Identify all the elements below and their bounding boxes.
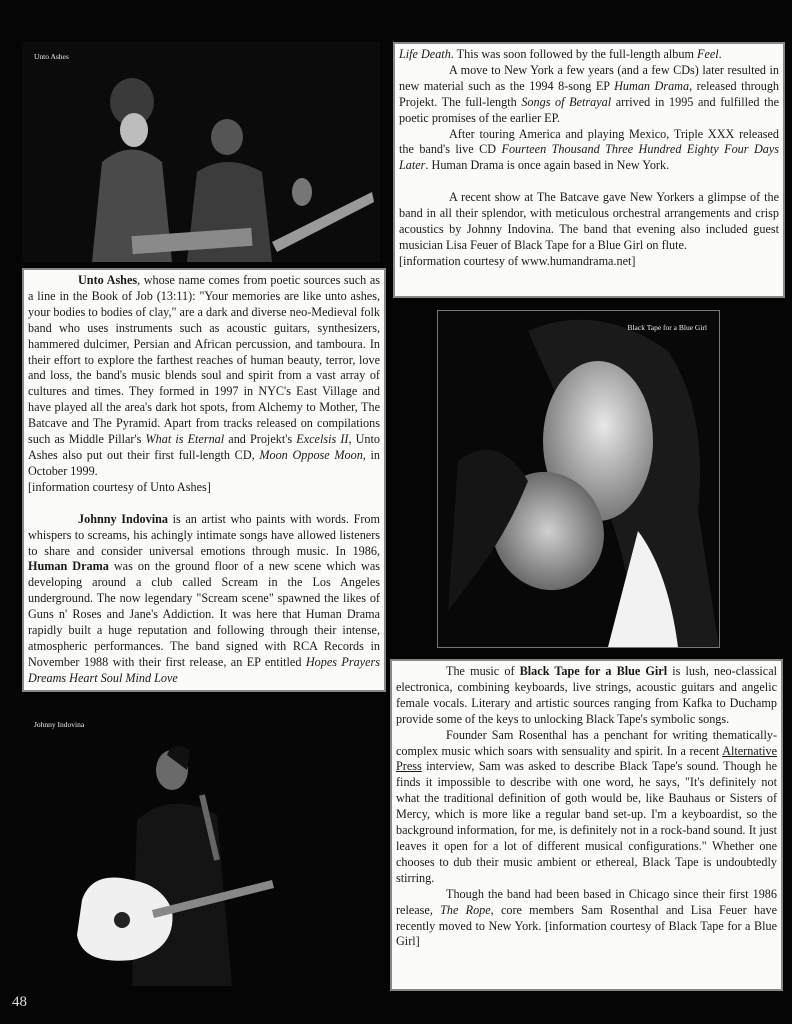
text-run: . Human Drama is once again based in New York. [425, 158, 670, 173]
text-run: is an artist who paints with words. From whispers to screams, his achingly intimate songs have allowed listeners to share and consider universal emotions through music. In 1986, [28, 511, 380, 558]
italic-title: Fourteen Thousand Three Hundred Eighty Four Days Later [399, 142, 779, 173]
paragraph [399, 190, 779, 254]
text-run: is lush, neo-classical electronica, combining keyboards, live strings, acoustic guitars and angelic female vocals. Literary and artistic sources ranging from Kafka to Duchamp provide some of the keys to unlocking Black Tape's symbolic songs. [396, 664, 777, 726]
photo-johnny-indovina [22, 710, 368, 986]
paragraph [396, 728, 777, 887]
text-run: , released through Projekt. The full-length [399, 78, 780, 109]
text-run: and Projekt's [224, 432, 297, 447]
band-performance-image [22, 42, 380, 262]
paragraph [399, 254, 779, 270]
text-run: , Unto Ashes also put out their first full-length CD, [28, 432, 380, 462]
text-run: [information courtesy of www.humandrama.net] [399, 253, 636, 268]
italic-title: Hopes Prayers Dreams Heart Soul Mind Love [28, 654, 380, 685]
bold-name: Black Tape for a Blue Girl [519, 664, 668, 678]
italic-title: Feel [697, 47, 719, 61]
guitarist-image [22, 710, 368, 986]
italic-title: The Rope [440, 902, 491, 917]
paragraph [396, 664, 777, 728]
text-run: [information courtesy of Unto Ashes] [28, 479, 211, 494]
article-black-tape-for-a-blue-girl [390, 659, 783, 991]
text-run: arrived in 1995 and fulfilled the poetic promises of the earlier EP. [399, 94, 779, 125]
italic-title: Moon Oppose Moon [259, 447, 363, 462]
paragraph [28, 273, 380, 480]
text-run: was on the ground floor of a new scene which was developing around a club called Scream in the Los Angeles underground. The now legendary "Scream scene" spawned the likes of Guns n' Roses and Jane's Addiction. It was here that Human Drama rapidly built a huge reputation and following through their intense, atmospheric performances. The band signed with RCA Records in November 1988 with their first release, an EP entitled [28, 559, 380, 669]
bold-name: Unto Ashes [78, 273, 138, 287]
text-run: , whose name comes from poetic sources such as a line in the Book of Job (13:11): "Your memories are like unto ashes, your bodies to bodies of clay," are a dark and diverse neo-Medieval folk band who uses instruments such as acoustic guitars, synthesizers, hammered dulcimer, Persian and African percussion, and tamboura. In their effort to explore the farthest reaches of human beauty, terror, love and loss, the band's music blends soul and spirit from a vast array of cultures and times. They formed in 1997 in NYC's East Village and have played all the area's dark hot spots, from Alchemy to Mother, The Batcave and The Pyramid. Apart from tracks released on compilations such as Middle Pillar's [28, 273, 380, 447]
text-run: Founder Sam Rosenthal has a penchant for writing thematically-complex music which soars with sensuality and spirit. In a recent [396, 727, 777, 758]
text-run: . [718, 47, 722, 61]
couple-portrait-image [438, 311, 719, 647]
photo-unto-ashes [22, 42, 380, 262]
paragraph [399, 63, 779, 127]
paragraph [28, 512, 380, 687]
text-run: A recent show at The Batcave gave New Yorkers a glimpse of the band in all their splendor, with meticulous orchestral arrangements and crisp acoustics by Johnny Indovina. The band that evening also included guest musician Lisa Feuer of Black Tape for a Blue Girl on flute. [399, 190, 779, 252]
text-run: After touring America and playing Mexico, Triple XXX released the band's live CD [399, 126, 779, 157]
italic-title: What is Eternal [145, 432, 225, 447]
text-run: Though the band had been based in Chicago since their first 1986 release, [396, 886, 777, 917]
photo-caption: Unto Ashes [34, 52, 69, 61]
photo-caption: Johnny Indovina [34, 720, 85, 729]
page-number: 48 [12, 994, 27, 1010]
italic-title: Excelsis II [296, 432, 349, 447]
paragraph [399, 127, 779, 175]
italic-title: Life Death [399, 47, 451, 61]
text-run: The music of [446, 664, 520, 678]
photo-caption: Black Tape for a Blue Girl [627, 323, 707, 332]
paragraph [399, 47, 779, 63]
article-unto-ashes-and-johnny-indovina [22, 268, 386, 692]
text-run: . This was soon followed by the full-length album [450, 47, 697, 61]
underlined-title: Alternative Press [396, 743, 777, 774]
italic-title: Songs of Betrayal [521, 94, 612, 109]
bold-name: Johnny Indovina [78, 511, 168, 526]
bold-name: Human Drama [28, 559, 109, 574]
text-run: , core members Sam Rosenthal and Lisa Feuer have recently moved to New York. [information courtesy of Black Tape for a Blue Girl] [396, 902, 777, 949]
photo-black-tape-for-a-blue-girl [437, 310, 720, 648]
italic-title: Human Drama [614, 78, 690, 93]
paragraph [28, 480, 380, 496]
text-run: A move to New York a few years (and a few CDs) later resulted in new material such as the 1994 8-song EP [399, 62, 779, 93]
text-run: , in October 1999. [28, 447, 380, 478]
article-human-drama-continued [393, 42, 785, 298]
paragraph [396, 887, 777, 951]
text-run: interview, Sam was asked to describe Black Tape's sound. Though he finds it impossible to describe with one word, he says, "It's definitely not what the traditional definition of goth would be, like Bauhaus or Sisters of Mercy, which is more like a regular band set-up. I'm a keyboardist, so the background information, for me, is definitely not in a rock-band sound. It just leaves it open for a lot of different musical configurations." Whether one chooses to dub their music ambient or ethereal, Black Tape is undoubtedly stirring. [396, 759, 777, 885]
